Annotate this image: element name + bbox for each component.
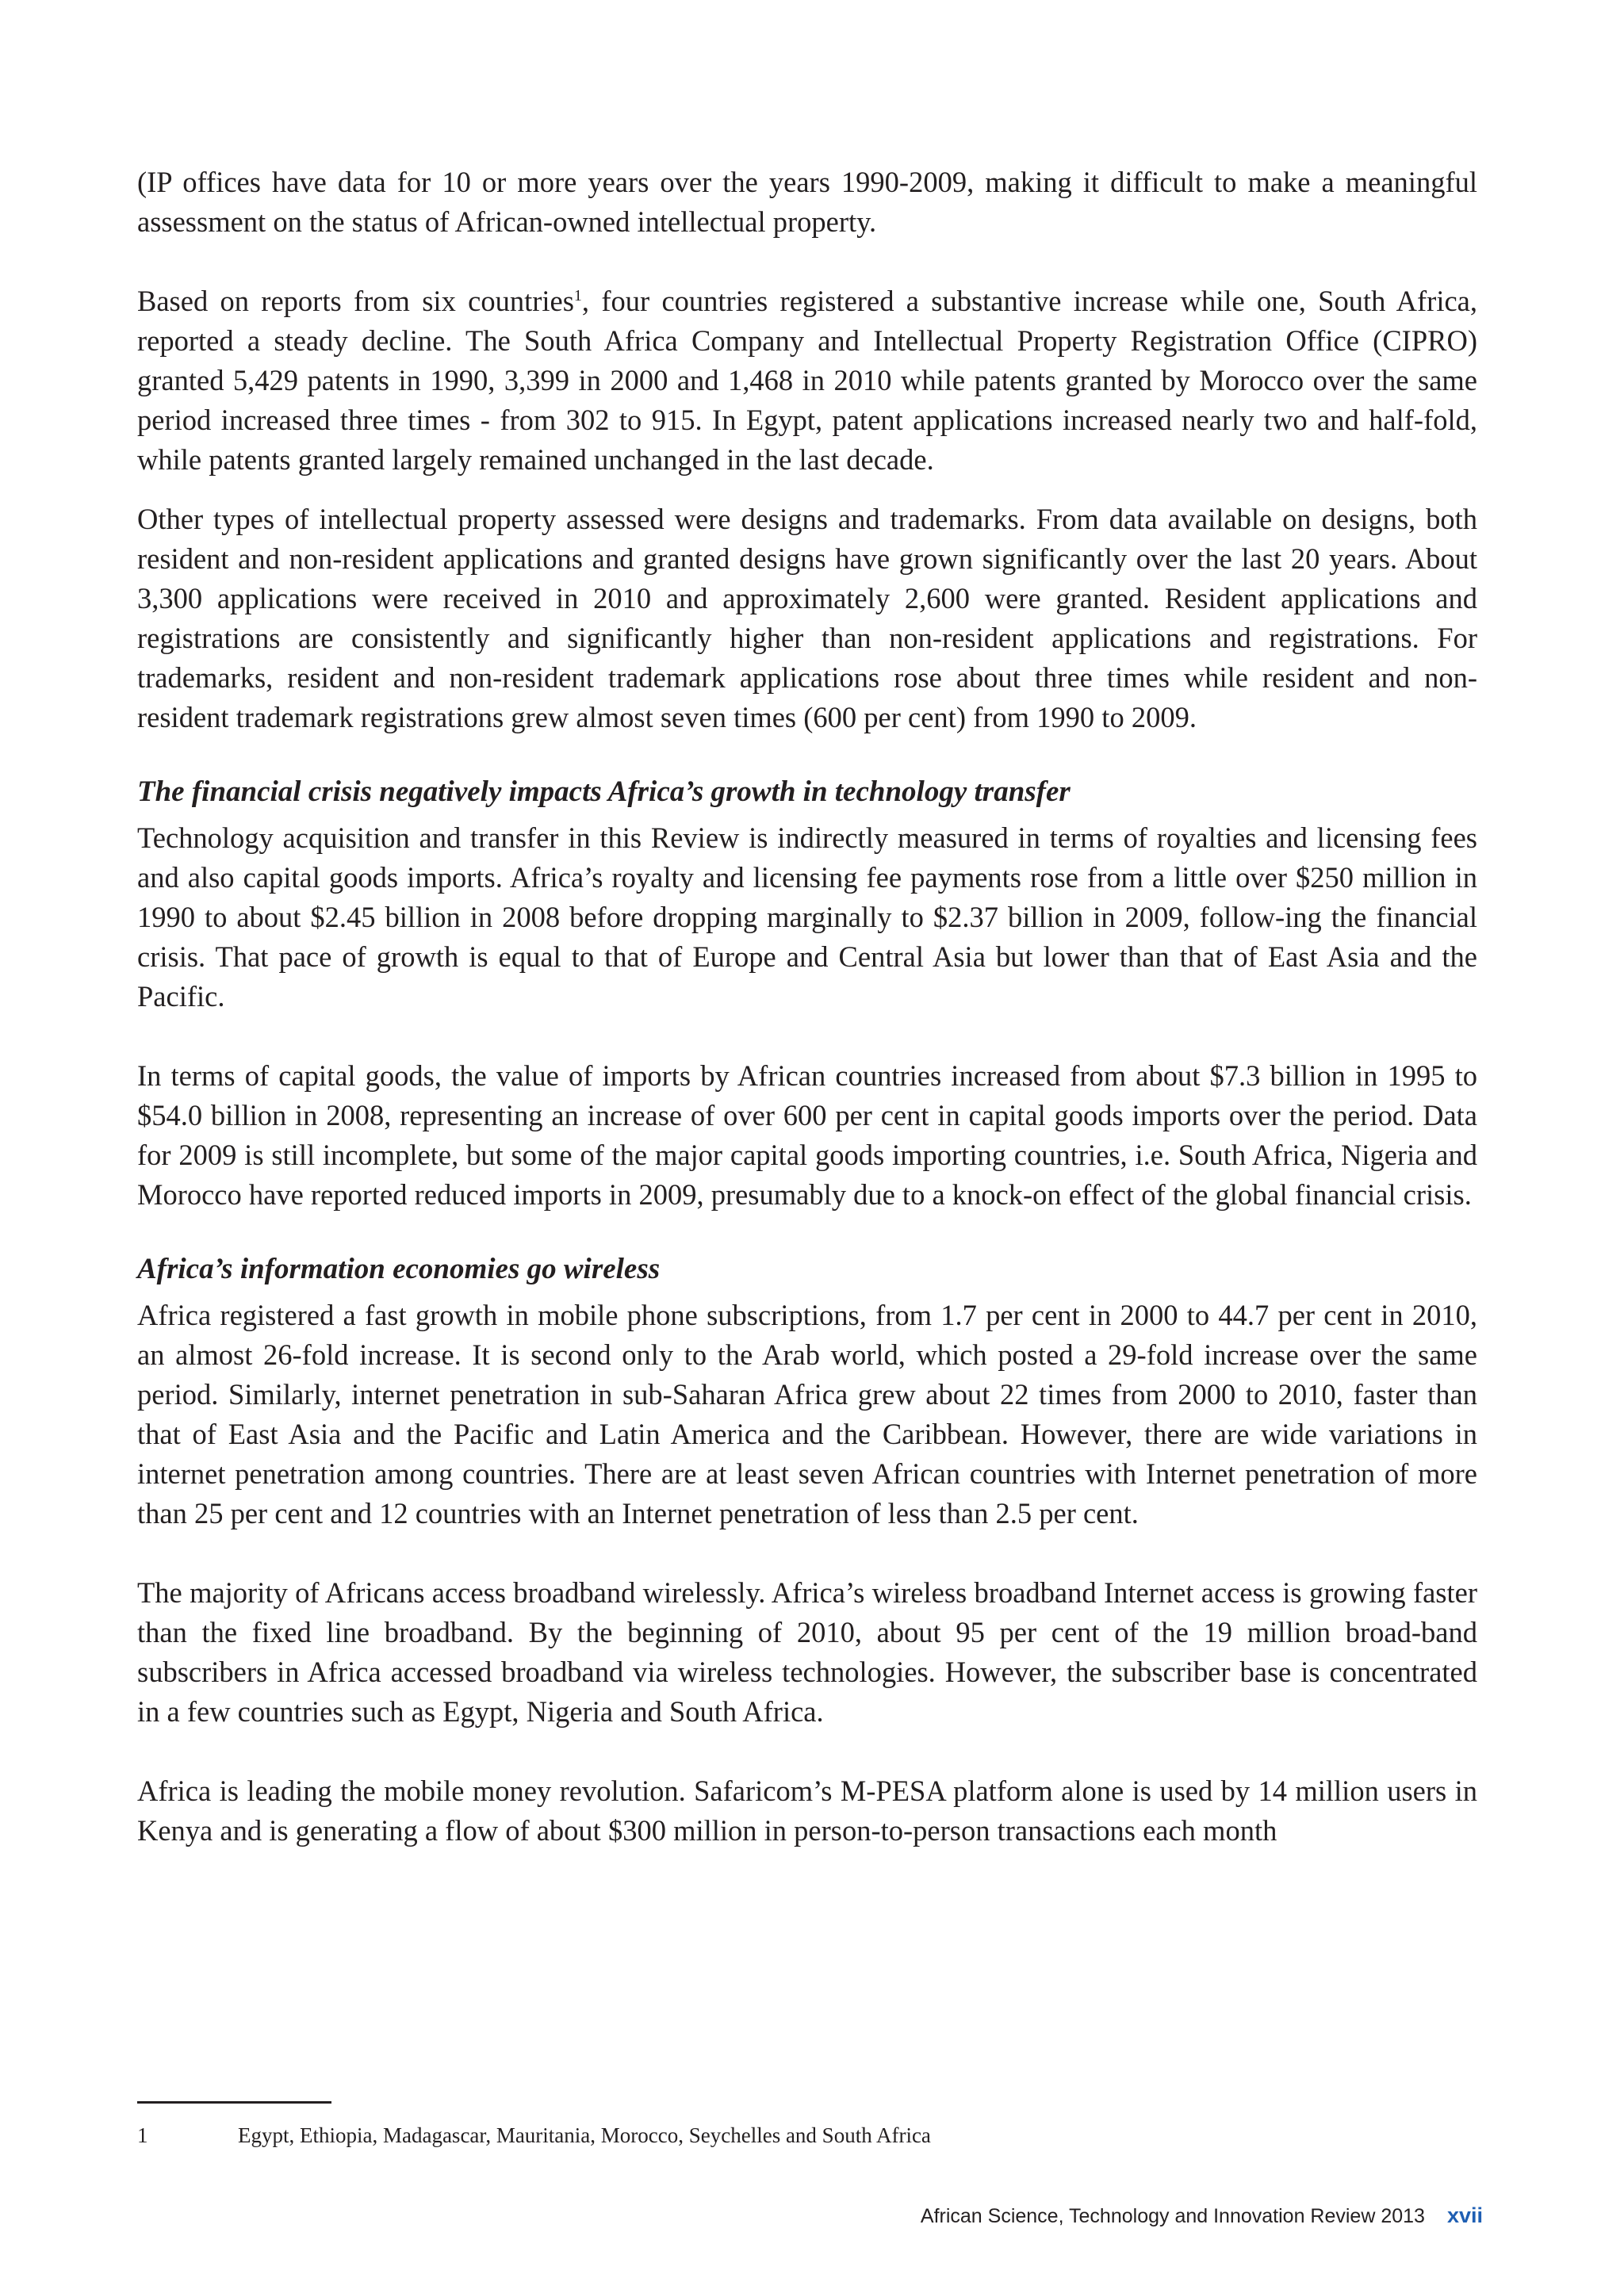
paragraph-designs-trademarks: Other types of intellectual property assessed were designs and trademarks. From data available on designs, both resident and non-resident applications and granted designs have grown significantly over the last 20 years. About 3,300 applications were received in 2010 and approximately 2,600 were granted. Resident applications and registrations are consistently and significantly higher than non-resident applications and registrations. For trademarks, resident and non-resident trademark applications rose about three times while resident and non-resident trademark registrations grew almost seven times (600 per cent) from 1990 to 2009. <box>137 503 1477 733</box>
page-footer <box>921 2203 1483 2229</box>
footnote-number: 1 <box>137 2123 148 2147</box>
paragraph-ip-offices: (IP offices have data for 10 or more years over the years 1990-2009, making it difficult to make a meaningful assessment on the status of African-owned intellectual property. <box>137 166 1477 238</box>
paragraph-patents <box>137 281 1477 480</box>
paragraph-capital-goods: In terms of capital goods, the value of imports by African countries increased from about $7.3 billion in 1995 to $54.0 billion in 2008, representing an increase of over 600 per cent in capital goods imports over the period. Data for 2009 is still incomplete, but some of the major capital goods importing countries, i.e. South Africa, Nigeria and Morocco have reported reduced imports in 2009, presumably due to a knock-on effect of the global financial crisis. <box>137 1059 1477 1211</box>
paragraph-mobile-subscriptions: Africa registered a fast growth in mobile phone subscriptions, from 1.7 per cent in 2000 to 44.7 per cent in 2010, an almost 26-fold increase. It is second only to the Arab world, which posted a 29-fold increase over the same period. Similarly, internet penetration in sub-Saharan Africa grew about 22 times from 2000 to 2010, faster than that of East Asia and the Pacific and Latin America and the Caribbean. However, there are wide variations in internet penetration among countries. There are at least seven African countries with Internet penetration of more than 25 per cent and 12 countries with an Internet penetration of less than 2.5 per cent. <box>137 1299 1477 1530</box>
footnote-text: Egypt, Ethiopia, Madagascar, Mauritania, Morocco, Seychelles and South Africa <box>238 2123 931 2147</box>
page-body <box>137 163 1477 1851</box>
paragraph-broadband: The majority of Africans access broadband wirelessly. Africa’s wireless broadband Internet access is growing faster than the fixed line broadband. By the beginning of 2010, about 95 per cent of the 19 million broad-band subscribers in Africa accessed broadband via wireless technologies. However, the subscriber base is concentrated in a few countries such as Egypt, Nigeria and South Africa. <box>137 1576 1477 1728</box>
footnote-divider <box>137 2101 331 2104</box>
section-heading-wireless: Africa’s information economies go wireless <box>137 1253 661 1285</box>
page-number: xvii <box>1446 2203 1483 2227</box>
paragraph-royalties: Technology acquisition and transfer in this Review is indirectly measured in terms of royalties and licensing fees and also capital goods imports. Africa’s royalty and licensing fee payments rose from a little over $250 million in 1990 to about $2.45 billion in 2008 before dropping marginally to $2.37 billion in 2009, follow-ing the financial crisis. That pace of growth is equal to that of Europe and Central Asia but lower than that of East Asia and the Pacific. <box>137 821 1477 1013</box>
footnote <box>137 2122 931 2149</box>
section-heading-technology-transfer: The financial crisis negatively impacts Africa’s growth in technology transfer <box>137 775 1071 808</box>
publication-title: African Science, Technology and Innovation Review 2013 <box>920 2205 1425 2227</box>
paragraph-patents-rest: , four countries registered a substantive increase while one, South Africa, reported a steady decline. The South Africa Company and Intellectual Property Registration Office (CIPRO) granted 5,429 patents in 1990, 3,399 in 2000 and 1,468 in 2010 while patents granted by Morocco over the same period increased three times - from 302 to 915. In Egypt, patent applications increased nearly two and half-fold, while patents granted largely remained unchanged in the last decade. <box>137 285 1477 476</box>
paragraph-patents-start: Based on reports from six countries <box>137 285 574 317</box>
paragraph-mobile-money: Africa is leading the mobile money revolution. Safaricom’s M-PESA platform alone is used by 14 million users in Kenya and is generating a flow of about $300 million in person-to-person transactions each month <box>137 1775 1477 1847</box>
footnote-reference: 1 <box>573 286 582 304</box>
